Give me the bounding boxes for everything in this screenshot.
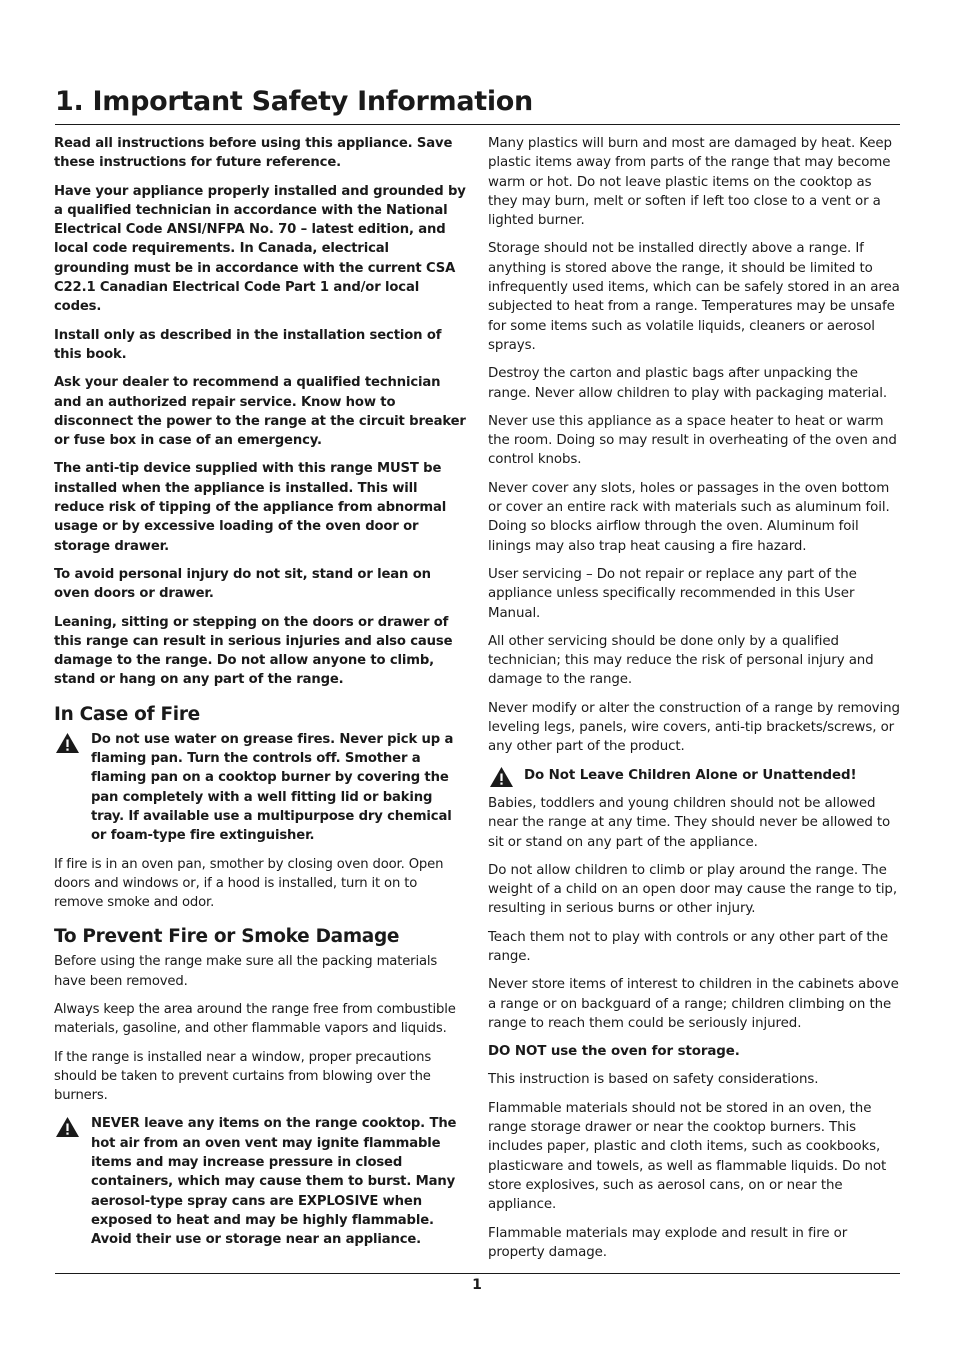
paragraph: Never use this appliance as a space heater to heat or warm the room. Doing so may result in overheating of the oven and control knobs.	[488, 413, 897, 468]
prevent-paragraph: If the range is installed near a window, proper precautions should be taken to prevent curtains from blowing over the burners.	[54, 1049, 432, 1104]
intro-paragraph: Ask your dealer to recommend a qualified technician and an authorized repair service. Know how to disconnect the power to the range at the circuit breaker or fuse box in case of an emergency.	[54, 375, 466, 449]
section-heading-fire: In Case of Fire	[54, 703, 200, 725]
paragraph: Storage should not be installed directly above a range. If anything is stored above the range, it should be limited to infrequently used items, which can be safely stored in an area subjected to heat from a range. Temperatures may be unsafe for some items such as volatile liquids, cleaners or aerosol sprays.	[488, 241, 900, 353]
intro-paragraph: Leaning, sitting or stepping on the doors or drawer of this range can result in serious injuries and also cause damage to the range. Do not allow anyone to climb, stand or hang on any part of the range.	[54, 614, 453, 688]
paragraph: Never modify or alter the construction of a range by removing leveling legs, panels, wire covers, anti-tip brackets/screws, or any other part of the product.	[488, 700, 900, 755]
paragraph: Do not allow children to climb or play around the range. The weight of a child on an open door may cause the range to tip, resulting in serious burns or other injury.	[488, 862, 897, 917]
fire-warning-text: Do not use water on grease fires. Never pick up a flaming pan. Turn the controls off. Smother a flaming pan on a cooktop burner by covering the pan completely with a well fitting lid or baking tray. If available use a multipurpose dry chemical or foam-type fire extinguisher.	[91, 731, 454, 844]
paragraph: All other servicing should be done only by a qualified technician; this may reduce the risk of personal injury and damage to the range.	[488, 633, 874, 688]
intro-paragraph: Read all instructions before using this appliance. Save these instructions for future reference.	[54, 136, 453, 171]
paragraph: This instruction is based on safety considerations.	[488, 1072, 819, 1088]
children-warning	[488, 766, 900, 785]
section-heading-prevent: To Prevent Fire or Smoke Damage	[54, 926, 400, 948]
paragraph: User servicing – Do not repair or replace any part of the appliance unless specifically recommended in this User Manual.	[488, 566, 857, 621]
page-title: 1. Important Safety Information	[55, 84, 900, 125]
cooktop-warning	[54, 1114, 468, 1249]
paragraph: Babies, toddlers and young children should not be allowed near the range at any time. They should never be allowed to sit or stand on any part of the appliance.	[488, 795, 891, 850]
cooktop-warning-text: NEVER leave any items on the range cooktop. The hot air from an oven vent may ignite flammable items and may increase pressure in closed containers, which may cause them to burst. Many aerosol-type spray cans are EXPLOSIVE when exposed to heat and may be highly flammable. Avoid their use or storage near an appliance.	[91, 1116, 457, 1248]
right-column	[488, 134, 900, 1271]
paragraph: Never store items of interest to children in the cabinets above a range or on backguard of a range; children climbing on the range to reach them could be seriously injured.	[488, 977, 899, 1031]
children-warning-text: Do Not Leave Children Alone or Unattended!	[524, 767, 857, 783]
paragraph: Flammable materials should not be stored in an oven, the range storage drawer or near the cooktop burners. This includes paper, plastic and cloth items, such as cookbooks, plasticware and towels, as well as flammable liquids. Do not store explosives, such as aerosol cans, on or near the appliance.	[488, 1100, 887, 1213]
prevent-paragraph: Before using the range make sure all the packing materials have been removed.	[54, 954, 438, 989]
intro-paragraph: Install only as described in the installation section of this book.	[54, 327, 442, 362]
paragraph: Never cover any slots, holes or passages in the oven bottom or cover an entire rack with materials such as aluminum foil. Doing so blocks airflow through the oven. Aluminum foil linings may also trap heat causing a fire hazard.	[488, 480, 890, 554]
warning-triangle-icon	[55, 732, 80, 754]
fire-paragraph: If fire is in an oven pan, smother by closing oven door. Open doors and windows or, if a hood is installed, turn it on to remove smoke and odor.	[54, 856, 444, 911]
paragraph: Destroy the carton and plastic bags after unpacking the range. Never allow children to play with packaging material.	[488, 366, 888, 401]
intro-paragraph: The anti-tip device supplied with this range MUST be installed when the appliance is installed. This will reduce risk of tipping of the appliance from abnormal usage or by excessive loading of the oven door or storage drawer.	[54, 461, 447, 554]
storage-heading: DO NOT use the oven for storage.	[488, 1044, 740, 1060]
paragraph: Teach them not to play with controls or any other part of the range.	[488, 929, 889, 964]
fire-warning	[54, 730, 468, 846]
left-column	[54, 134, 468, 1259]
page-number: 1	[472, 1277, 482, 1293]
intro-paragraph: To avoid personal injury do not sit, stand or lean on oven doors or drawer.	[54, 566, 431, 602]
intro-paragraph: Have your appliance properly installed and grounded by a qualified technician in accordance with the National Electrical Code ANSI/NFPA No. 70 – latest edition, and local code requirements. In Canada, electrical grounding must be in accordance with the current CSA C22.1 Canadian Electrical Code Part 1 and/or local codes.	[54, 183, 466, 315]
prevent-paragraph: Always keep the area around the range free from combustible materials, gasoline, and other flammable vapors and liquids.	[54, 1001, 456, 1037]
footer-divider	[55, 1273, 900, 1274]
paragraph: Many plastics will burn and most are damaged by heat. Keep plastic items away from parts of the range that may become warm or hot. Do not leave plastic items on the cooktop as they may burn, melt or soften if left too close to a vent or a lighted burner.	[488, 136, 892, 229]
warning-triangle-icon	[55, 1116, 80, 1138]
warning-triangle-icon	[489, 766, 514, 788]
paragraph: Flammable materials may explode and result in fire or property damage.	[488, 1225, 848, 1260]
